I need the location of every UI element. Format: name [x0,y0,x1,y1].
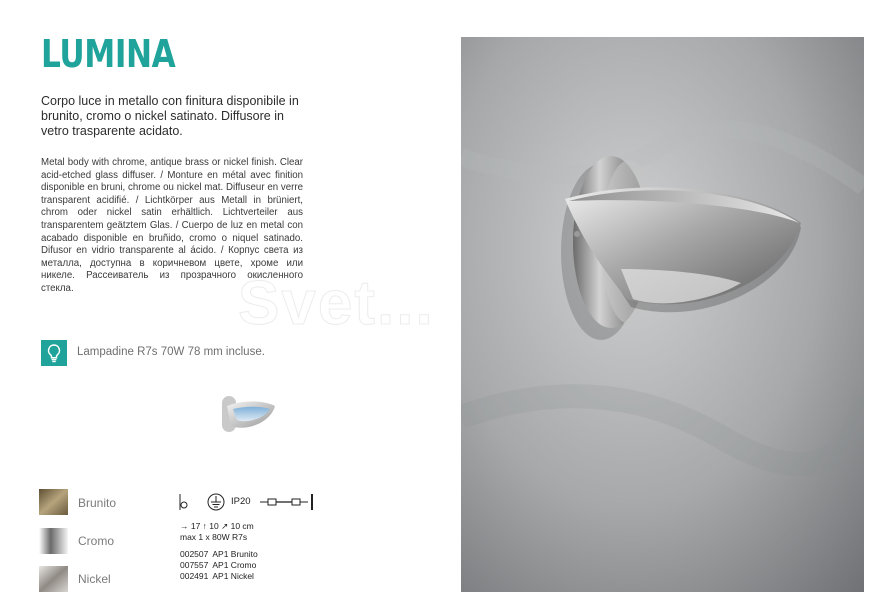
article-name: AP1 Cromo [212,560,257,570]
finish-label-nickel: Nickel [78,572,111,586]
description-multilingual: Metal body with chrome, antique brass or nickel finish. Clear acid-etched glass diffuser. / Monture en métal avec finition disponible en bruni, chrome ou nickel mat. Diffuseur en verre transparent acidifié. / Lichtkörper aus Metall in brüniert, chrom oder nickel satin erhältlich. Lichtverteiler aus transparentem geätztem Glas. / Cuerpo de luz en metal con acabado disponible en bruñido, cromo o niquel satinado. Difusor en vidrio transparente al ácido. / Корпус света из металла, доступна в коричневом цвете, хроме или никеле. Рассеиватель из прозрачного окисленного стекла. [41,157,303,294]
article-name: AP1 Nickel [212,571,254,581]
dimensions: → 17 ↑ 10 ↗ 10 cm [180,521,254,531]
finish-label-brunito: Brunito [78,496,117,510]
lightbulb-icon [41,340,67,366]
r7s-bulb-icon [260,494,312,510]
wall-mount-icon [180,494,187,510]
watermark: Svet... [238,269,435,338]
article-code: 002491 [180,571,209,581]
product-title: LUMINA [41,32,176,76]
swatch-cromo [39,528,68,554]
article-code-row [180,560,256,570]
ip-rating: IP20 [231,496,251,507]
swatch-nickel [39,566,68,592]
swatch-brunito [39,489,68,515]
finish-label-cromo: Cromo [78,534,115,548]
ground-icon [208,494,224,510]
article-code-row [180,549,258,559]
bulb-note: Lampadine R7s 70W 78 mm incluse. [77,346,265,358]
article-code-row [180,571,254,581]
article-name: AP1 Brunito [212,549,258,559]
product-photo [461,37,864,592]
product-thumbnail [217,392,277,436]
description-italian: Corpo luce in metallo con finitura disponibile in brunito, cromo o nickel satinato. Diffusore in vetro trasparente acidato. [41,94,299,138]
article-code: 007557 [180,560,209,570]
article-code: 002507 [180,549,209,559]
lamp-spec: max 1 x 80W R7s [180,532,248,542]
